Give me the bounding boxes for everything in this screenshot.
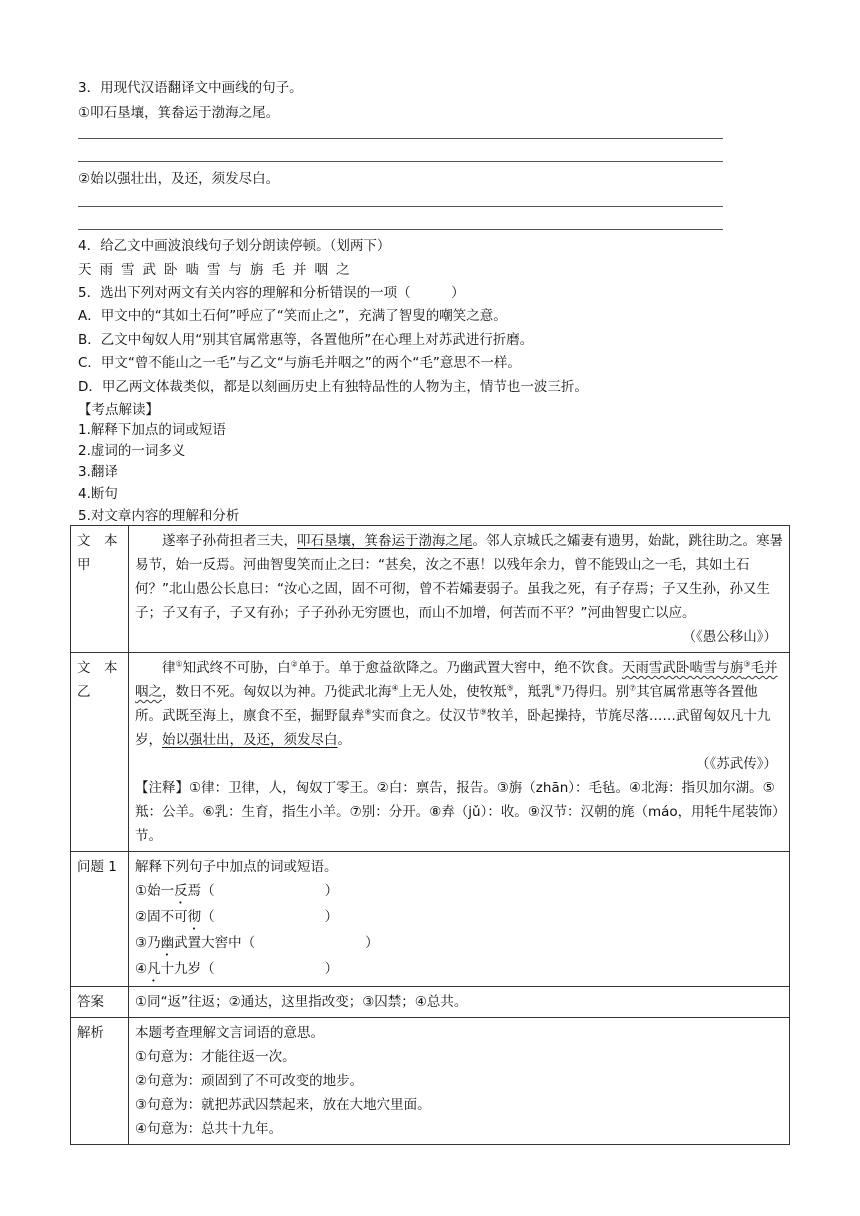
- answer-line: [78, 161, 723, 162]
- analysis-line: 本题考查理解文言词语的意思。: [135, 1025, 324, 1041]
- q4-sentence: 天雨雪武卧啮雪与旃毛并咽之: [78, 262, 358, 278]
- question-item: ②固不可彻（ ）: [135, 909, 339, 925]
- analysis-line: ③句意为：就把苏武囚禁起来，放在大地穴里面。: [135, 1097, 431, 1113]
- underlined-sentence: 始以强壮出，及还，须发尽白: [162, 732, 338, 748]
- q5-option-c: C．甲文“曾不能山之一毛”与乙文“与旃毛并咽之”的两个“毛”意思不一样。: [78, 355, 521, 371]
- kaodian-item: 1.解释下加点的词或短语: [78, 422, 226, 438]
- table-row-analysis: [71, 1018, 790, 1145]
- question-intro: 解释下列句子中加点的词或短语。: [135, 859, 338, 875]
- q5-option-b: B．乙文中匈奴人用“别其官属常惠等，各置他所”在心理上对苏武进行折磨。: [78, 332, 534, 348]
- kaodian-title: 【考点解读】: [78, 402, 159, 418]
- reading-table: [70, 525, 790, 1145]
- question-item: ①始一反焉（ ）: [135, 883, 339, 899]
- row-label: 解析: [71, 1018, 129, 1145]
- row-label: 问题 1: [71, 852, 129, 987]
- question-item: ④凡十九岁（ ）: [135, 961, 339, 977]
- question-cell: [129, 852, 790, 987]
- row-label: 答案: [71, 987, 129, 1018]
- underlined-sentence: 叩石垦壤，箕畚运于渤海之尾: [297, 533, 473, 549]
- analysis-line: ①句意为：才能往返一次。: [135, 1049, 296, 1065]
- analysis-cell: [129, 1018, 790, 1145]
- table-row-question: [71, 852, 790, 987]
- q3-sentence-2: ②始以强壮出，及还，须发尽白。: [78, 171, 280, 187]
- kaodian-item: 3.翻译: [78, 464, 118, 480]
- source-citation: （《苏武传》）: [696, 756, 777, 772]
- q5-option-d: D．甲乙两文体裁类似，都是以刻画历史上有独特品性的人物为主，情节也一波三折。: [78, 379, 588, 395]
- kaodian-item: 5.对文章内容的理解和分析: [78, 508, 240, 524]
- answer-line: [78, 229, 723, 230]
- answer-line: [78, 138, 723, 139]
- text-yi: [129, 653, 790, 852]
- table-row-answer: [71, 987, 790, 1018]
- q4-title: 4．给乙文中画波浪线句子划分朗读停顿。（划两下）: [78, 238, 391, 254]
- annotation-notes: 【注释】①律：卫律，人，匈奴丁零王。②白：禀告，报告。③旃（zhān）：毛毡。④北海：指贝加尔湖。⑤羝：公羊。⑥乳：生育，指生小羊。⑦别：分开。⑧弆（jǔ）：收。⑨汉节：汉朝的旄（máo，用牦牛尾装饰）节。: [135, 780, 779, 844]
- q3-title: 3．用现代汉语翻译文中画线的句子。: [78, 80, 303, 96]
- table-row-yi: [71, 653, 790, 852]
- q5-title: 5．选出下列对两文有关内容的理解和分析错误的一项（ ）: [78, 285, 465, 301]
- question-item: ③乃幽武置大窖中（ ）: [135, 935, 379, 951]
- text-yi-body: 律①知武终不可胁，白②单于。单于愈益欲降之。乃幽武置大窖中，绝不饮食。天雨雪武卧啮雪与旃③毛并咽之，数日不死。匈奴以为神。乃徙武北海④上无人处，使牧羝⑤，羝乳⑥乃得归。别⑦其官属常惠等各置他所。武既至海上，廪食不至，掘野鼠弆⑧实而食之。仗汉节⑨牧羊，卧起操持，节旄尽落……武留匈奴凡十九岁，始以强壮出，及还，须发尽白。: [135, 659, 778, 748]
- kaodian-item: 2.虚词的一词多义: [78, 443, 186, 459]
- q5-option-a: A．甲文中的“其如土石何”呼应了“笑而止之”，充满了智叟的嘲笑之意。: [78, 308, 507, 324]
- text-jia-body: 遂率子孙荷担者三夫，叩石垦壤，箕畚运于渤海之尾。邻人京城氏之孀妻有遗男，始龀，跳往助之。寒暑易节，始一反焉。河曲智叟笑而止之曰：“甚矣，汝之不惠！以残年余力，曾不能毁山之一毛，其如土石何？”北山愚公长息曰：“汝心之固，固不可彻，曾不若孀妻弱子。虽我之死，有子存焉；子又生孙，孙又生子；子又有子，子又有孙；子子孙孙无穷匮也，而山不加增，何苦而不平？”河曲智叟亡以应。: [135, 533, 783, 621]
- answer-cell: ①同“返”往返；②通达，这里指改变；③囚禁；④总共。: [129, 987, 790, 1018]
- kaodian-item: 4.断句: [78, 486, 118, 502]
- row-label: 文 本 甲: [71, 526, 129, 653]
- table-row-jia: [71, 526, 790, 653]
- wavy-underlined-sentence: 天雨雪武卧啮雪与旃③毛并咽之: [135, 659, 778, 700]
- source-citation: （《愚公移山》）: [682, 629, 777, 645]
- analysis-line: ②句意为：顽固到了不可改变的地步。: [135, 1073, 364, 1089]
- text-jia: [129, 526, 790, 653]
- row-label: 文 本 乙: [71, 653, 129, 852]
- q3-sentence-1: ①叩石垦壤，箕畚运于渤海之尾。: [78, 105, 280, 121]
- answer-line: [78, 206, 723, 207]
- analysis-line: ④句意为：总共十九年。: [135, 1121, 283, 1137]
